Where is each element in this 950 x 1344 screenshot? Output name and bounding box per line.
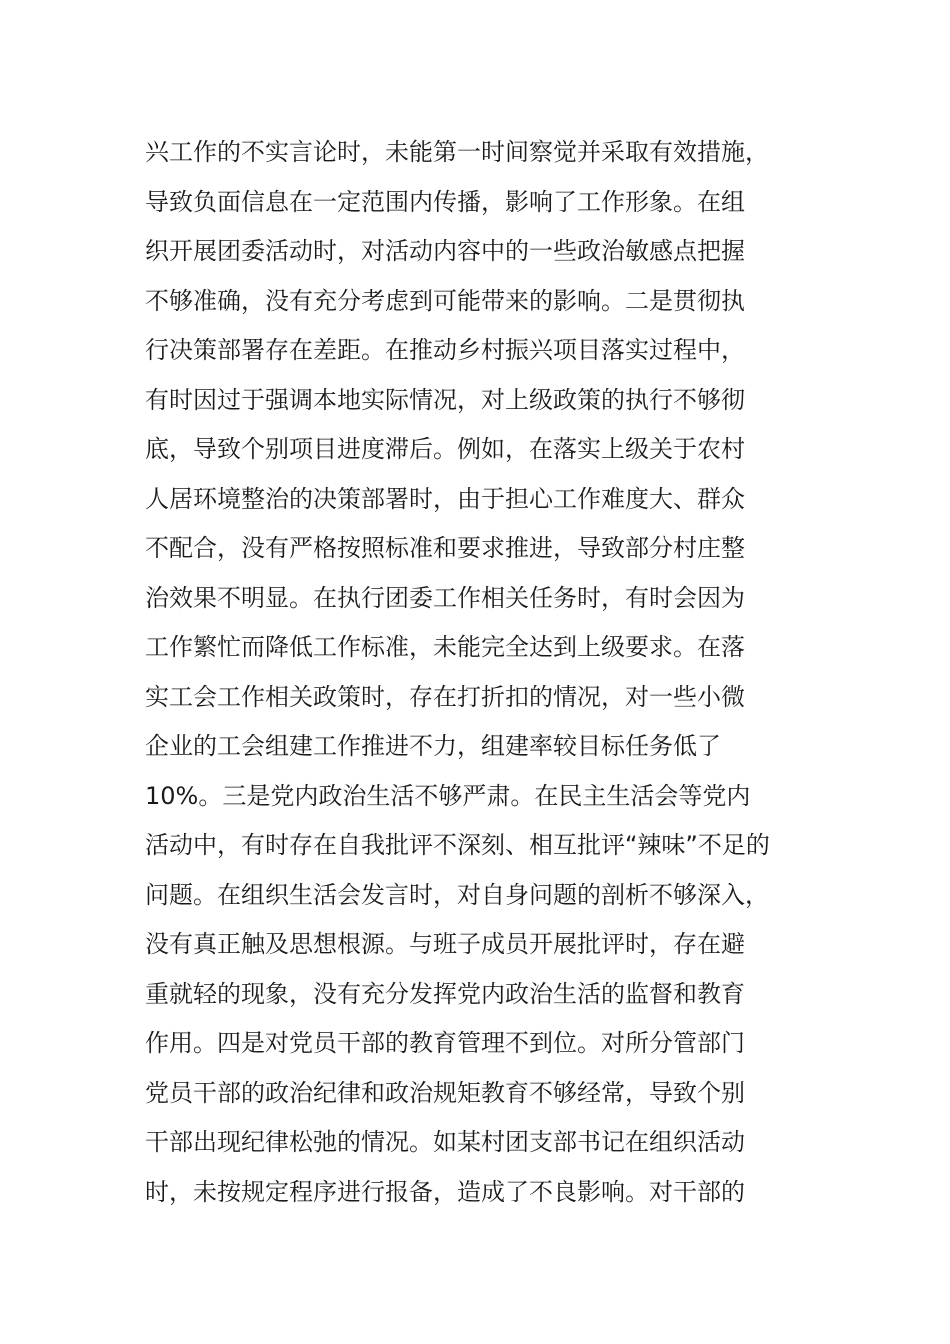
text-line: 党员干部的政治纪律和政治规矩教育不够经常，导致个别 [145,1078,745,1107]
text-line: 重就轻的现象，没有充分发挥党内政治生活的监督和教育 [145,979,745,1008]
text-line: 时，未按规定程序进行报备，造成了不良影响。对干部的 [145,1177,745,1206]
text-line: 底，导致个别项目进度滞后。例如，在落实上级关于农村 [145,435,745,463]
text-line: 导致负面信息在一定范围内传播，影响了工作形象。在组 [145,187,745,216]
text-line: 不够准确，没有充分考虑到可能带来的影响。二是贯彻执 [145,286,745,315]
body-text [145,128,825,1217]
text-line: 有时因过于强调本地实际情况，对上级政策的执行不够彻 [145,385,745,414]
text-line: 活动中，有时存在自我批评不深刻、相互批评“辣味”不足的 [145,831,770,859]
text-line: 干部出现纪律松弛的情况。如某村团支部书记在组织活动 [145,1128,745,1156]
text-line: 治效果不明显。在执行团委工作相关任务时，有时会因为 [145,583,745,612]
text-line: 工作繁忙而降低工作标准，未能完全达到上级要求。在落 [145,633,745,661]
text-line: 人居环境整治的决策部署时，由于担心工作难度大、群众 [145,484,745,513]
text-line: 行决策部署存在差距。在推动乡村振兴项目落实过程中， [145,336,745,364]
text-line: 问题。在组织生活会发言时，对自身问题的剖析不够深入， [145,880,769,909]
text-line: 织开展团委活动时，对活动内容中的一些政治敏感点把握 [145,237,745,265]
text-line: 不配合，没有严格按照标准和要求推进，导致部分村庄整 [145,534,745,562]
text-line: 作用。四是对党员干部的教育管理不到位。对所分管部门 [145,1029,745,1057]
text-line: 没有真正触及思想根源。与班子成员开展批评时，存在避 [145,930,745,958]
text-line: 企业的工会组建工作推进不力，组建率较目标任务低了 [145,732,721,760]
text-line: 10%。三是党内政治生活不够严肃。在民主生活会等党内 [145,781,751,810]
text-line: 实工会工作相关政策时，存在打折扣的情况，对一些小微 [145,682,745,711]
text-line: 兴工作的不实言论时，未能第一时间察觉并采取有效措施， [145,138,769,166]
